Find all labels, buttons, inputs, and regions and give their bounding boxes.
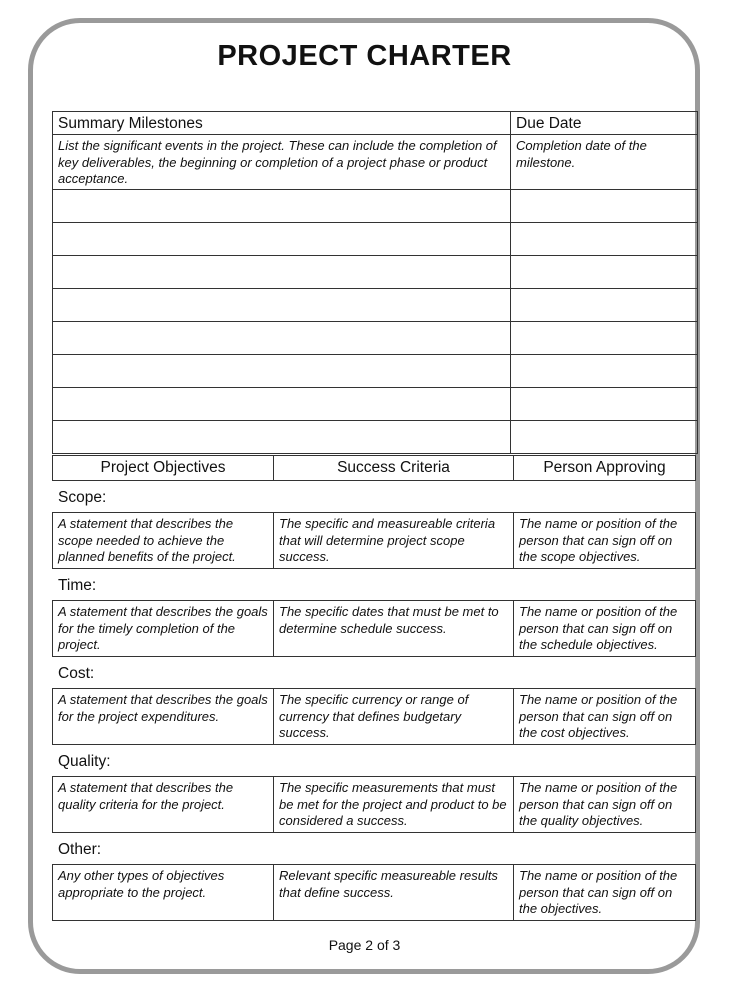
milestone-cell[interactable] xyxy=(53,388,511,421)
other-table xyxy=(52,864,696,921)
scope-table xyxy=(52,512,696,569)
due-date-cell[interactable] xyxy=(511,190,698,223)
due-date-cell[interactable] xyxy=(511,388,698,421)
time-label: Time: xyxy=(58,577,97,594)
other-objective: Any other types of objectives appropriate to the project. xyxy=(53,865,274,921)
time-criteria: The specific dates that must be met to determine schedule success. xyxy=(274,601,514,657)
milestone-cell[interactable] xyxy=(53,289,511,322)
milestone-cell[interactable] xyxy=(53,322,511,355)
cost-criteria: The specific currency or range of currency that defines budgetary success. xyxy=(274,689,514,745)
other-label: Other: xyxy=(58,841,102,858)
quality-table xyxy=(52,776,696,833)
due-date-cell[interactable] xyxy=(511,223,698,256)
cost-label: Cost: xyxy=(58,665,95,682)
milestone-cell[interactable] xyxy=(53,223,511,256)
time-approver: The name or position of the person that can sign off on the schedule objectives. xyxy=(514,601,696,657)
due-date-cell[interactable] xyxy=(511,256,698,289)
milestone-cell[interactable] xyxy=(53,421,511,454)
cost-table xyxy=(52,688,696,745)
cost-approver: The name or position of the person that can sign off on the cost objectives. xyxy=(514,689,696,745)
scope-approver: The name or position of the person that can sign off on the scope objectives. xyxy=(514,513,696,569)
milestones-header: Summary Milestones xyxy=(53,112,511,135)
due-date-cell[interactable] xyxy=(511,289,698,322)
other-criteria: Relevant specific measureable results that define success. xyxy=(274,865,514,921)
scope-label: Scope: xyxy=(58,489,107,506)
due-date-cell[interactable] xyxy=(511,355,698,388)
milestones-table xyxy=(52,111,698,454)
due-date-cell[interactable] xyxy=(511,421,698,454)
due-date-cell[interactable] xyxy=(511,322,698,355)
page-number: Page 2 of 3 xyxy=(328,937,401,953)
person-approving-header: Person Approving xyxy=(514,456,696,481)
due-date-header: Due Date xyxy=(511,112,698,135)
scope-criteria: The specific and measureable criteria that will determine project scope success. xyxy=(274,513,514,569)
quality-label: Quality: xyxy=(58,753,111,770)
milestone-cell[interactable] xyxy=(53,256,511,289)
page-title: PROJECT CHARTER xyxy=(217,40,512,72)
quality-objective: A statement that describes the quality criteria for the project. xyxy=(53,777,274,833)
scope-objective: A statement that describes the scope needed to achieve the planned benefits of the project. xyxy=(53,513,274,569)
milestone-cell[interactable] xyxy=(53,190,511,223)
quality-approver: The name or position of the person that can sign off on the quality objectives. xyxy=(514,777,696,833)
cost-objective: A statement that describes the goals for the project expenditures. xyxy=(53,689,274,745)
success-criteria-header: Success Criteria xyxy=(274,456,514,481)
time-objective: A statement that describes the goals for the timely completion of the project. xyxy=(53,601,274,657)
other-approver: The name or position of the person that can sign off on the objectives. xyxy=(514,865,696,921)
milestones-description: List the significant events in the project. These can include the completion of key deliverables, the beginning or completion of a project phase or product acceptance. xyxy=(53,135,511,190)
objectives-header-table xyxy=(52,455,696,481)
milestone-cell[interactable] xyxy=(53,355,511,388)
time-table xyxy=(52,600,696,657)
quality-criteria: The specific measurements that must be met for the project and product to be considered a success. xyxy=(274,777,514,833)
project-objectives-header: Project Objectives xyxy=(53,456,274,481)
due-date-description: Completion date of the milestone. xyxy=(511,135,698,190)
